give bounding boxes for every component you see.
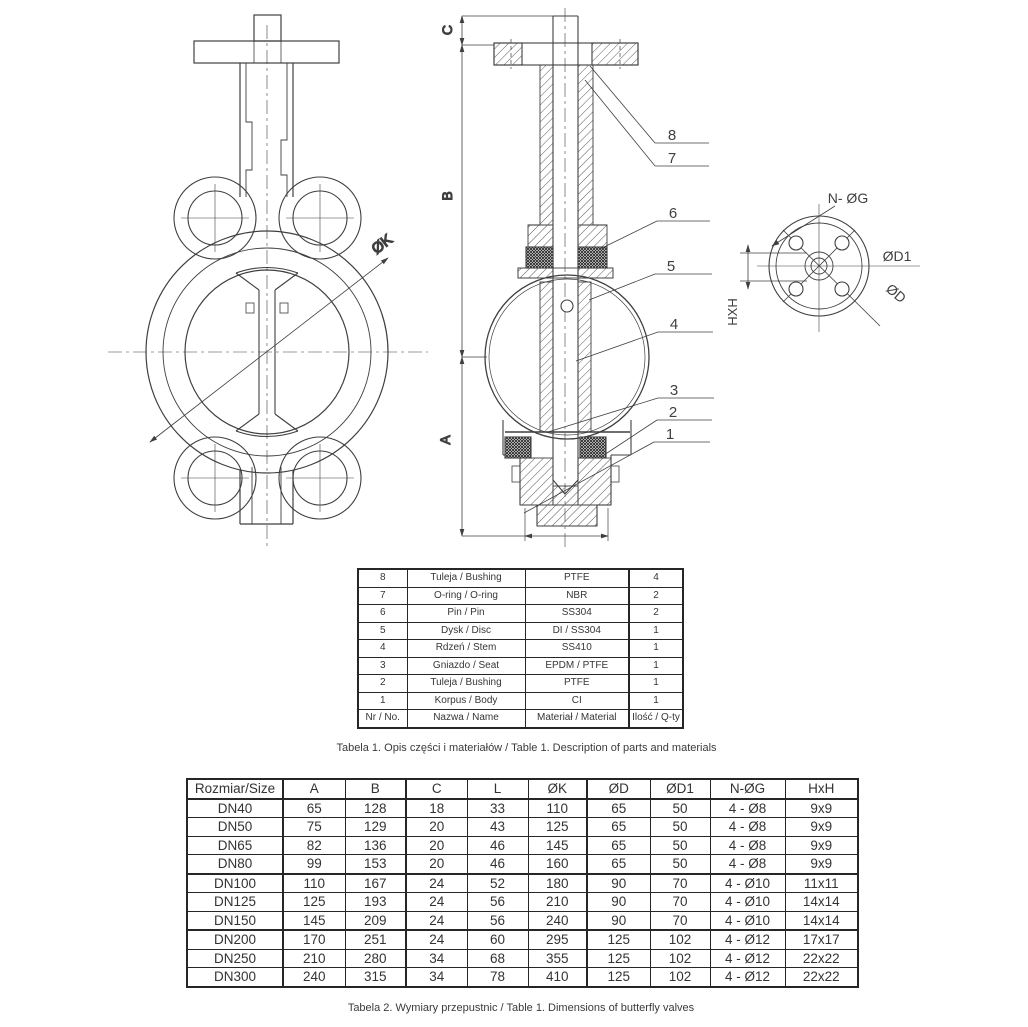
dim-a-label: A <box>437 435 453 445</box>
table-cell: Rdzeń / Stem <box>407 640 525 658</box>
table-cell: 4 <box>358 640 407 658</box>
table-cell: 4 <box>629 569 683 587</box>
table-cell: 4 - Ø8 <box>710 836 785 855</box>
callout-4: 4 <box>669 316 679 333</box>
table-cell: 4 - Ø10 <box>710 874 785 893</box>
table-cell: HxH <box>785 779 858 799</box>
table-cell: Tuleja / Bushing <box>407 675 525 693</box>
table-cell: 209 <box>345 911 406 930</box>
callout-6: 6 <box>668 205 678 222</box>
table-cell: Gniazdo / Seat <box>407 657 525 675</box>
table-cell: 50 <box>650 855 710 874</box>
dim-b-label: B <box>439 191 455 201</box>
table-cell: 2 <box>629 587 683 605</box>
table-row <box>187 893 858 912</box>
dim-c-label: C <box>439 24 455 36</box>
table-cell: 46 <box>467 855 528 874</box>
table-cell: 110 <box>528 799 587 818</box>
table-cell: 65 <box>587 836 650 855</box>
table-cell: 70 <box>650 893 710 912</box>
table-cell: NBR <box>525 587 629 605</box>
table-cell: 4 - Ø12 <box>710 968 785 987</box>
table-row <box>187 911 858 930</box>
front-view-k-dim-label: ØK <box>368 231 397 258</box>
table-row <box>358 710 683 728</box>
table-cell: 22x22 <box>785 968 858 987</box>
table-cell: O-ring / O-ring <box>407 587 525 605</box>
table-row <box>358 640 683 658</box>
table-cell: 125 <box>283 893 345 912</box>
table-cell: 4 - Ø12 <box>710 949 785 968</box>
table-cell: DN250 <box>187 949 283 968</box>
table-row <box>187 855 858 874</box>
table-cell: 125 <box>528 818 587 837</box>
table-cell: 9x9 <box>785 836 858 855</box>
table-cell: 2 <box>629 605 683 623</box>
table-cell: DN50 <box>187 818 283 837</box>
table-cell: 4 - Ø8 <box>710 818 785 837</box>
table-cell: 18 <box>406 799 467 818</box>
table-cell: 70 <box>650 874 710 893</box>
table-cell: 34 <box>406 968 467 987</box>
table-cell: 9x9 <box>785 799 858 818</box>
table-cell: 50 <box>650 836 710 855</box>
table-cell: 125 <box>587 930 650 949</box>
table-row <box>187 949 858 968</box>
hub-square-label: HXH <box>725 298 740 326</box>
table-cell: 1 <box>629 622 683 640</box>
table-cell: 43 <box>467 818 528 837</box>
table-cell: ØK <box>528 779 587 799</box>
table-cell: 82 <box>283 836 345 855</box>
table-cell: 50 <box>650 799 710 818</box>
table-cell: 1 <box>629 640 683 658</box>
table-cell: Nazwa / Name <box>407 710 525 728</box>
table-cell: 128 <box>345 799 406 818</box>
table-cell: 1 <box>629 657 683 675</box>
table-cell: 90 <box>587 893 650 912</box>
table-row <box>358 692 683 710</box>
table-cell: 1 <box>358 692 407 710</box>
table-cell: 8 <box>358 569 407 587</box>
table-cell: 33 <box>467 799 528 818</box>
callout-5: 5 <box>666 258 676 275</box>
table-cell: 14x14 <box>785 893 858 912</box>
table-cell: L <box>467 779 528 799</box>
table-cell: 125 <box>587 949 650 968</box>
table-cell: 99 <box>283 855 345 874</box>
table-cell: 5 <box>358 622 407 640</box>
front-view <box>108 15 428 548</box>
table-cell: 4 - Ø10 <box>710 893 785 912</box>
d1-label: ØD1 <box>882 248 912 264</box>
dimensions-table-caption: Tabela 2. Wymiary przepustnic / Table 1. Dimensions of butterfly valves <box>347 1002 695 1014</box>
table-row <box>187 799 858 818</box>
table-cell: 145 <box>283 911 345 930</box>
table-cell: 240 <box>528 911 587 930</box>
table-cell: 60 <box>467 930 528 949</box>
table-cell: B <box>345 779 406 799</box>
table-cell: Pin / Pin <box>407 605 525 623</box>
table-cell: Materiał / Material <box>525 710 629 728</box>
table-cell: Dysk / Disc <box>407 622 525 640</box>
table-cell: 125 <box>587 968 650 987</box>
table-cell: 68 <box>467 949 528 968</box>
table-row <box>187 968 858 987</box>
table-row <box>187 818 858 837</box>
table-cell: 7 <box>358 587 407 605</box>
table-cell: 4 - Ø10 <box>710 911 785 930</box>
table-cell: C <box>406 779 467 799</box>
table-cell: DN150 <box>187 911 283 930</box>
table-cell: 9x9 <box>785 855 858 874</box>
table-cell: 6 <box>358 605 407 623</box>
table-cell: 102 <box>650 949 710 968</box>
table-cell: DN40 <box>187 799 283 818</box>
table-cell: 46 <box>467 836 528 855</box>
table-cell: 24 <box>406 930 467 949</box>
table-cell: 240 <box>283 968 345 987</box>
table-cell: 1 <box>629 675 683 693</box>
table-cell: Ilość / Q-ty <box>629 710 683 728</box>
table-cell: DN65 <box>187 836 283 855</box>
table-cell: 153 <box>345 855 406 874</box>
table-cell: 251 <box>345 930 406 949</box>
table-cell: 78 <box>467 968 528 987</box>
table-cell: 315 <box>345 968 406 987</box>
table-cell: 129 <box>345 818 406 837</box>
table-cell: 1 <box>629 692 683 710</box>
callout-3: 3 <box>669 382 679 399</box>
table-row <box>358 675 683 693</box>
table-cell: 20 <box>406 818 467 837</box>
table-cell: 4 - Ø8 <box>710 855 785 874</box>
table-cell: 3 <box>358 657 407 675</box>
table-row <box>187 930 858 949</box>
table-cell: 9x9 <box>785 818 858 837</box>
table-cell: 2 <box>358 675 407 693</box>
table-cell: DN125 <box>187 893 283 912</box>
table-row <box>358 587 683 605</box>
table-row <box>358 622 683 640</box>
table-cell: 102 <box>650 968 710 987</box>
table-cell: 56 <box>467 911 528 930</box>
table-cell: 110 <box>283 874 345 893</box>
table-cell: 410 <box>528 968 587 987</box>
table-cell: EPDM / PTFE <box>525 657 629 675</box>
table-cell: DN200 <box>187 930 283 949</box>
table-row <box>358 569 683 587</box>
table-cell: 280 <box>345 949 406 968</box>
table-cell: 136 <box>345 836 406 855</box>
table-cell: PTFE <box>525 675 629 693</box>
table-cell: 34 <box>406 949 467 968</box>
table-cell: 193 <box>345 893 406 912</box>
table-cell: 14x14 <box>785 911 858 930</box>
table-cell: 17x17 <box>785 930 858 949</box>
table-cell: SS410 <box>525 640 629 658</box>
table-cell: N-ØG <box>710 779 785 799</box>
table-cell: 75 <box>283 818 345 837</box>
table-row <box>187 836 858 855</box>
table-cell: 65 <box>587 818 650 837</box>
d-label: ØD <box>883 280 910 307</box>
table-cell: ØD <box>587 779 650 799</box>
table-cell: 20 <box>406 836 467 855</box>
table-cell: 102 <box>650 930 710 949</box>
table-cell: 65 <box>587 855 650 874</box>
table-cell: 90 <box>587 911 650 930</box>
callout-2: 2 <box>668 404 678 421</box>
table-row <box>187 874 858 893</box>
table-cell: DN300 <box>187 968 283 987</box>
table-cell: Korpus / Body <box>407 692 525 710</box>
table-cell: 65 <box>587 799 650 818</box>
table-cell: 167 <box>345 874 406 893</box>
table-cell: 355 <box>528 949 587 968</box>
table-cell: 56 <box>467 893 528 912</box>
table-cell: 4 - Ø12 <box>710 930 785 949</box>
table-cell: 50 <box>650 818 710 837</box>
callout-1: 1 <box>665 426 675 443</box>
table-cell: DI / SS304 <box>525 622 629 640</box>
table-cell: 90 <box>587 874 650 893</box>
table-row <box>358 657 683 675</box>
table-row <box>358 605 683 623</box>
table-cell: 160 <box>528 855 587 874</box>
table-cell: 24 <box>406 874 467 893</box>
top-view <box>725 190 920 332</box>
table-cell: 11x11 <box>785 874 858 893</box>
table-cell: Rozmiar/Size <box>187 779 283 799</box>
bolt-pattern-label: N- ØG <box>827 190 869 206</box>
table-cell: ØD1 <box>650 779 710 799</box>
table-cell: SS304 <box>525 605 629 623</box>
table-cell: 4 - Ø8 <box>710 799 785 818</box>
table-cell: 52 <box>467 874 528 893</box>
parts-table-caption: Tabela 1. Opis części i materiałów / Table 1. Description of parts and materials <box>336 742 717 754</box>
table-cell: 145 <box>528 836 587 855</box>
table-cell: PTFE <box>525 569 629 587</box>
table-cell: 70 <box>650 911 710 930</box>
table-cell: 180 <box>528 874 587 893</box>
table-cell: 24 <box>406 893 467 912</box>
table-cell: 170 <box>283 930 345 949</box>
table-cell: DN80 <box>187 855 283 874</box>
table-cell: CI <box>525 692 629 710</box>
table-cell: Tuleja / Bushing <box>407 569 525 587</box>
table-cell: DN100 <box>187 874 283 893</box>
table-cell: A <box>283 779 345 799</box>
table-row <box>187 779 858 799</box>
table-cell: 24 <box>406 911 467 930</box>
table-cell: Nr / No. <box>358 710 407 728</box>
table-cell: 210 <box>283 949 345 968</box>
table-cell: 65 <box>283 799 345 818</box>
table-cell: 295 <box>528 930 587 949</box>
callout-8: 8 <box>667 127 677 144</box>
table-cell: 20 <box>406 855 467 874</box>
table-cell: 210 <box>528 893 587 912</box>
parts-table <box>357 568 684 729</box>
callout-7: 7 <box>667 150 677 167</box>
section-view <box>437 8 714 550</box>
table-cell: 22x22 <box>785 949 858 968</box>
dimensions-table <box>186 778 859 988</box>
